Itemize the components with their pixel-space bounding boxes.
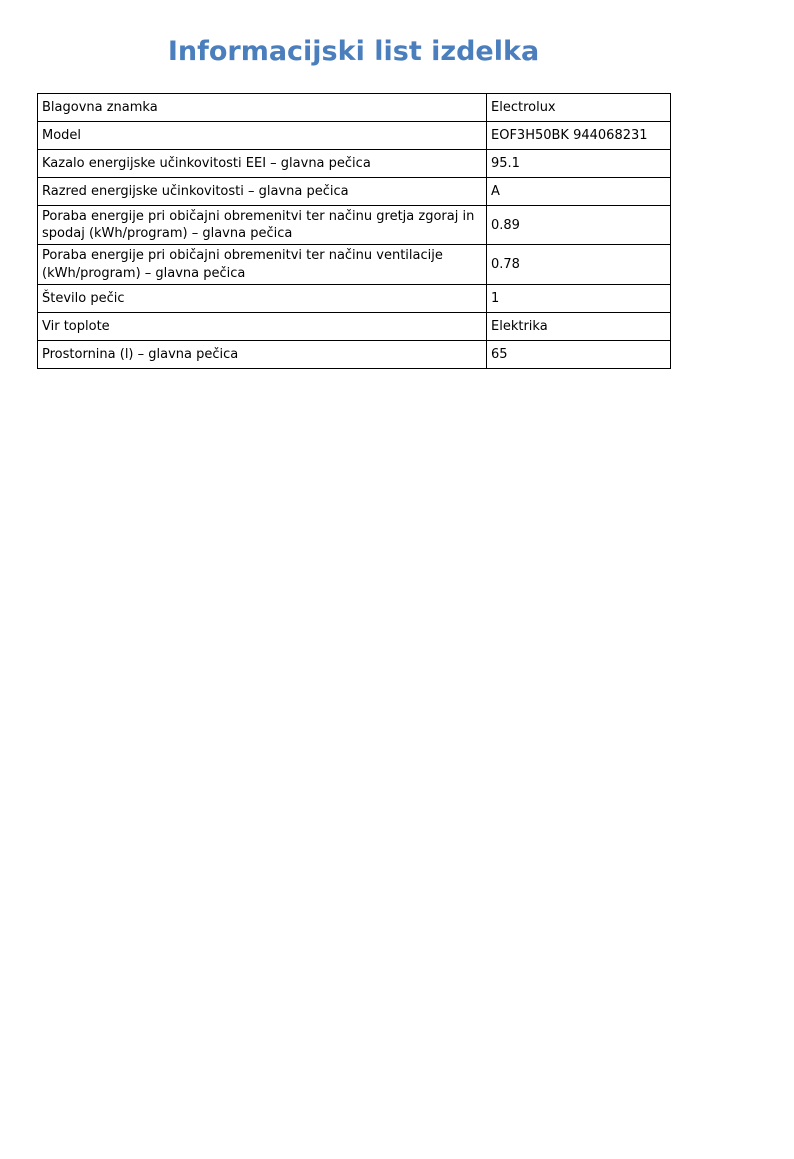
table-row	[38, 94, 671, 122]
spec-table-body	[38, 94, 671, 369]
spec-label: Vir toplote	[38, 312, 487, 340]
spec-value: 1	[487, 284, 671, 312]
table-row	[38, 150, 671, 178]
table-row	[38, 340, 671, 368]
table-row	[38, 312, 671, 340]
spec-value: 0.89	[487, 206, 671, 245]
table-row	[38, 284, 671, 312]
page-title: Informacijski list izdelka	[167, 36, 540, 67]
spec-label: Blagovna znamka	[38, 94, 487, 122]
table-row	[38, 245, 671, 284]
spec-label: Poraba energije pri običajni obremenitvi ter načinu ventilacije (kWh/program) – glavna pečica	[38, 245, 487, 284]
spec-value: 65	[487, 340, 671, 368]
spec-value: 95.1	[487, 150, 671, 178]
product-spec-table	[37, 93, 671, 369]
table-row	[38, 206, 671, 245]
table-row	[38, 122, 671, 150]
spec-label: Razred energijske učinkovitosti – glavna pečica	[38, 178, 487, 206]
spec-value: Electrolux	[487, 94, 671, 122]
spec-label: Prostornina (l) – glavna pečica	[38, 340, 487, 368]
spec-value: A	[487, 178, 671, 206]
spec-label: Število pečic	[38, 284, 487, 312]
spec-value: EOF3H50BK 944068231	[487, 122, 671, 150]
spec-label: Poraba energije pri običajni obremenitvi ter načinu gretja zgoraj in spodaj (kWh/program) – glavna pečica	[38, 206, 487, 245]
spec-value: 0.78	[487, 245, 671, 284]
spec-value: Elektrika	[487, 312, 671, 340]
spec-label: Kazalo energijske učinkovitosti EEI – glavna pečica	[38, 150, 487, 178]
spec-label: Model	[38, 122, 487, 150]
table-row	[38, 178, 671, 206]
document-page	[0, 36, 794, 1159]
